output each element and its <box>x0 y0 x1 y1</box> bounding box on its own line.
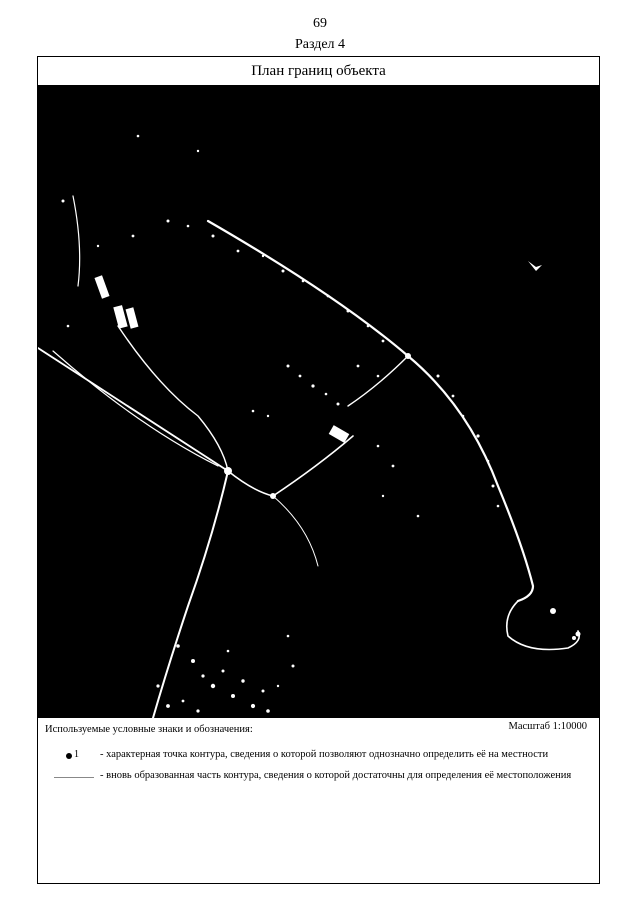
junction <box>270 493 276 499</box>
legend-item-text: - характерная точка контура, сведения о которой позволяют однозначно определить её на местности <box>100 749 549 760</box>
plan-title: План границ объекта <box>38 57 599 86</box>
contour-line-symbol <box>54 777 94 778</box>
junction <box>224 467 232 475</box>
characteristic-point-symbol <box>66 753 72 759</box>
section-title: Раздел 4 <box>294 37 346 52</box>
legend-title: Используемые условные знаки и обозначения: <box>45 724 253 735</box>
point-symbol-label: 1 <box>74 749 79 760</box>
page-number: 69 <box>313 16 327 31</box>
feature-point <box>576 632 581 637</box>
junction <box>405 353 411 359</box>
boundary-map-image <box>38 86 599 718</box>
feature-point <box>572 636 576 640</box>
feature-point <box>550 608 556 614</box>
legend-item-text: - вновь образованная часть контура, сведения о которой достаточны для определения её местоположения <box>100 770 572 781</box>
map-scale: Масштаб 1:10000 <box>508 721 587 732</box>
plan-frame <box>37 56 600 884</box>
